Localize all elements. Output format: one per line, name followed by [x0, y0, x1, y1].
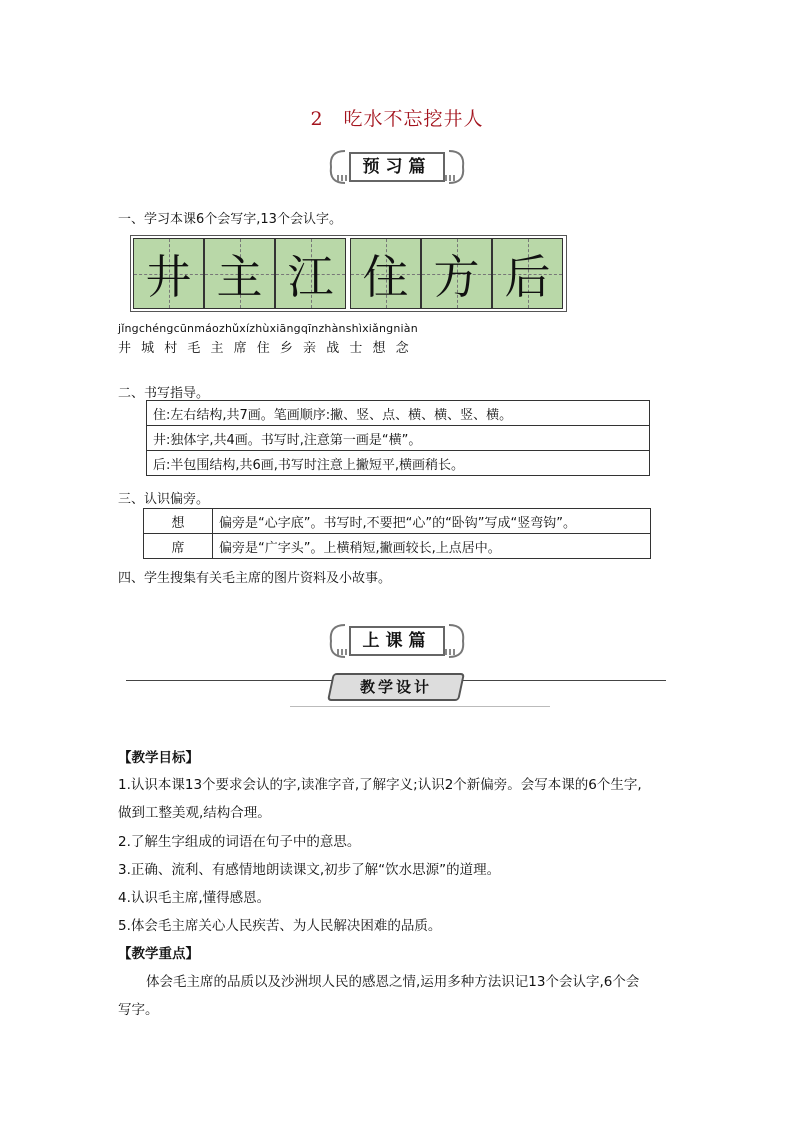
radical-char: 席 — [144, 534, 213, 559]
goal-item: 2.了解生字组成的词语在句子中的意思。 — [118, 834, 361, 850]
write-char: 江 — [287, 249, 334, 304]
write-char: 井 — [145, 249, 192, 304]
preview-banner-label: 预习篇 — [349, 152, 445, 182]
goal-item: 5.体会毛主席关心人民疾苦、为人民解决困难的品质。 — [118, 918, 442, 934]
section3-heading: 三、认识偏旁。 — [118, 492, 210, 507]
goal-item: 4.认识毛主席,懂得感恩。 — [118, 890, 271, 906]
shadow-line — [290, 706, 550, 707]
focus-text-cont: 写字。 — [118, 1002, 159, 1018]
table-row — [147, 401, 650, 426]
guide-cell: 住:左右结构,共7画。笔画顺序:撇、竖、点、横、横、竖、横。 — [147, 401, 650, 426]
lesson-title: 2 吃水不忘挖井人 — [310, 108, 484, 130]
write-char-cell — [275, 238, 346, 309]
design-banner-label: 教学设计 — [359, 678, 432, 696]
table-row — [144, 509, 651, 534]
radical-table — [143, 508, 651, 559]
ornament-right-icon — [447, 145, 467, 189]
write-char-cell — [204, 238, 275, 309]
radical-char: 想 — [144, 509, 213, 534]
table-row — [147, 451, 650, 476]
goals-heading: 【教学目标】 — [118, 750, 199, 766]
pinyin-line: jǐngchéngcūnmáozhǔxízhùxiāngqīnzhànshìxiǎngniàn — [118, 322, 418, 335]
section2-heading: 二、书写指导。 — [118, 386, 210, 401]
write-char-cell — [133, 238, 204, 309]
goal-item: 1.认识本课13个要求会认的字,读准字音,了解字义;认识2个新偏旁。会写本课的6个生字, — [118, 777, 642, 793]
write-char: 主 — [216, 249, 263, 304]
radical-desc: 偏旁是“广字头”。上横稍短,撇画较长,上点居中。 — [213, 534, 651, 559]
ornament-right-icon — [447, 619, 467, 663]
read-chars-line: 井 城 村 毛 主 席 住 乡 亲 战 士 想 念 — [118, 341, 409, 356]
ornament-left-icon — [327, 619, 347, 663]
writing-grid — [130, 235, 567, 312]
table-row — [147, 426, 650, 451]
radical-desc: 偏旁是“心字底”。书写时,不要把“心”的“卧钩”写成“竖弯钩”。 — [213, 509, 651, 534]
goal-item-cont: 做到工整美观,结构合理。 — [118, 805, 271, 821]
writing-guide-table — [146, 400, 650, 476]
ornament-left-icon — [327, 145, 347, 189]
write-char: 后 — [504, 249, 551, 304]
focus-heading: 【教学重点】 — [118, 946, 199, 962]
guide-cell: 井:独体字,共4画。书写时,注意第一画是“横”。 — [147, 426, 650, 451]
guide-cell: 后:半包围结构,共6画,书写时注意上撇短平,横画稍长。 — [147, 451, 650, 476]
section1-heading: 一、学习本课6个会写字,13个会认字。 — [118, 212, 342, 227]
goal-item: 3.正确、流利、有感情地朗读课文,初步了解“饮水思源”的道理。 — [118, 862, 501, 878]
preview-banner — [327, 145, 467, 189]
write-char: 方 — [433, 249, 480, 304]
class-banner-label: 上课篇 — [349, 626, 445, 656]
write-char: 住 — [362, 249, 409, 304]
write-char-cell — [421, 238, 492, 309]
section4-heading: 四、学生搜集有关毛主席的图片资料及小故事。 — [118, 571, 392, 586]
write-char-cell — [350, 238, 421, 309]
write-char-cell — [492, 238, 563, 309]
table-row — [144, 534, 651, 559]
class-banner — [327, 619, 467, 663]
focus-text: 体会毛主席的品质以及沙洲坝人民的感恩之情,运用多种方法识记13个会认字,6个会 — [146, 974, 640, 990]
